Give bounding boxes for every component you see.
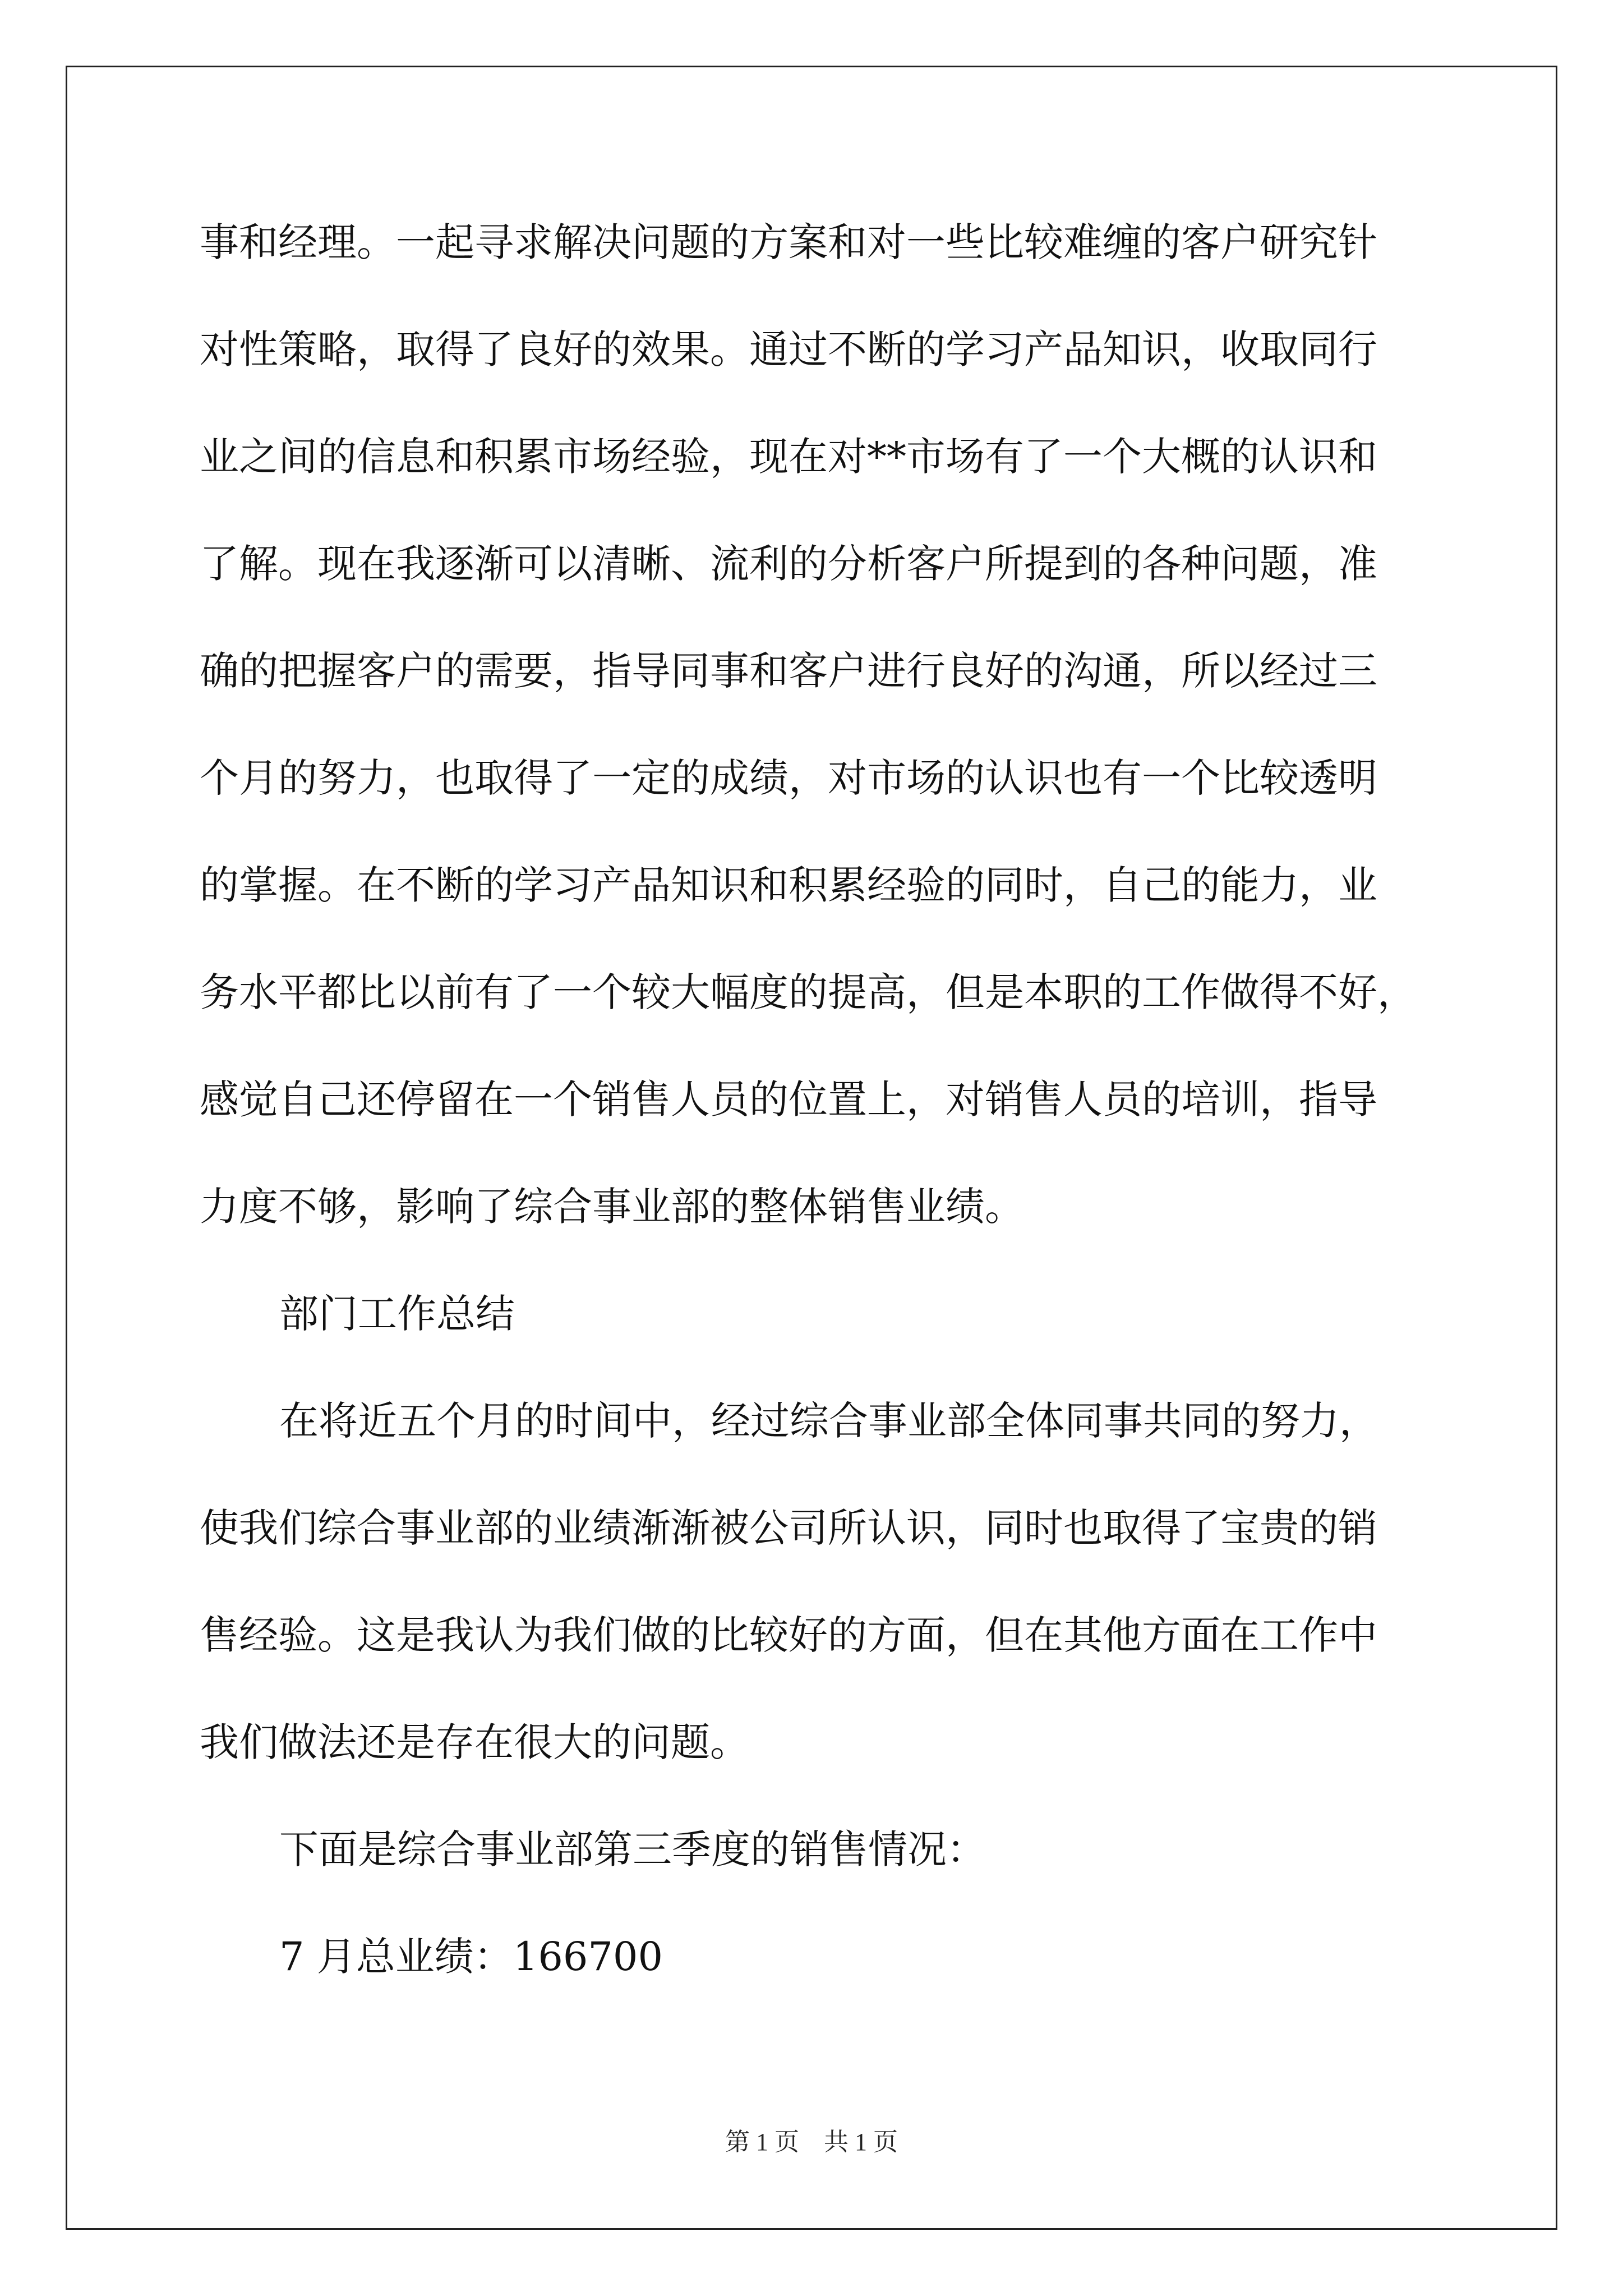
- page-frame: [66, 66, 1557, 2230]
- body-line-5: 确的把握客户的需要，指导同事和客户进行良好的沟通，所以经过三: [200, 648, 1377, 694]
- body-line-7: 的掌握。在不断的学习产品知识和积累经验的同时，自己的能力，业: [200, 862, 1377, 908]
- body-line-3: 业之间的信息和积累市场经验，现在对**市场有了一个大概的认识和: [200, 434, 1377, 480]
- body-line-1: 事和经理。一起寻求解决问题的方案和对一些比较难缠的客户研究针: [200, 219, 1377, 265]
- paragraph2-line-2: 使我们综合事业部的业绩渐渐被公司所认识，同时也取得了宝贵的销: [200, 1505, 1377, 1551]
- body-line-10: 力度不够，影响了综合事业部的整体销售业绩。: [200, 1184, 1024, 1230]
- paragraph2-line-3: 售经验。这是我认为我们做的比较好的方面，但在其他方面在工作中: [200, 1612, 1377, 1658]
- sales-intro: 下面是综合事业部第三季度的销售情况：: [279, 1826, 986, 1872]
- paragraph2-line-4: 我们做法还是存在很大的问题。: [200, 1719, 749, 1765]
- body-line-9: 感觉自己还停留在一个销售人员的位置上，对销售人员的培训，指导: [200, 1076, 1377, 1122]
- july-total: 7 月总业绩：166700: [279, 1934, 663, 1980]
- section-heading: 部门工作总结: [279, 1291, 515, 1337]
- paragraph2-line-1: 在将近五个月的时间中，经过综合事业部全体同事共同的努力，: [279, 1398, 1378, 1444]
- page-footer: 第 1 页 共 1 页: [725, 2128, 898, 2156]
- body-line-6: 个月的努力，也取得了一定的成绩，对市场的认识也有一个比较透明: [200, 755, 1377, 801]
- body-line-2: 对性策略，取得了良好的效果。通过不断的学习产品知识，收取同行: [200, 326, 1377, 372]
- body-line-4: 了解。现在我逐渐可以清晰、流利的分析客户所提到的各种问题，准: [200, 541, 1377, 587]
- body-line-8: 务水平都比以前有了一个较大幅度的提高，但是本职的工作做得不好，: [200, 969, 1417, 1015]
